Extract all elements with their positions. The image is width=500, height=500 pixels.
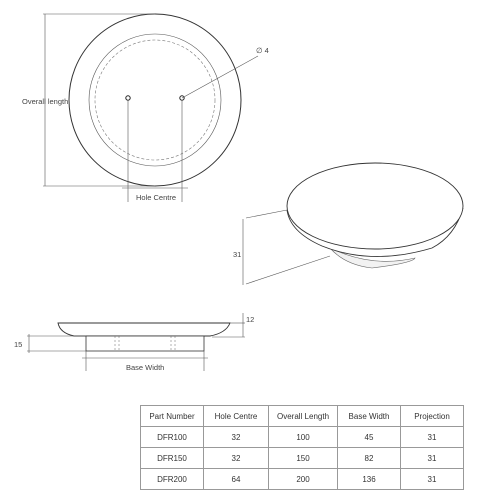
header-projection: Projection xyxy=(401,406,464,427)
top-view xyxy=(22,14,269,202)
cell-overall-length: 200 xyxy=(269,469,338,490)
hole-centre-label: Hole Centre xyxy=(136,193,177,202)
projection-ext-top xyxy=(246,210,287,218)
side-base xyxy=(86,336,204,351)
projection-label: 31 xyxy=(233,250,242,259)
cell-overall-length: 150 xyxy=(269,448,338,469)
cell-base-width: 82 xyxy=(338,448,401,469)
perspective-top-face xyxy=(287,163,463,249)
table-row xyxy=(141,448,464,469)
cell-base-width: 45 xyxy=(338,427,401,448)
header-part-number: Part Number xyxy=(141,406,204,427)
overall-length-label: Overall length xyxy=(22,97,69,106)
table-row xyxy=(141,427,464,448)
cell-part-number: DFR200 xyxy=(141,469,204,490)
cell-hole-centre: 32 xyxy=(204,427,269,448)
mounting-hole-left xyxy=(126,96,130,100)
cell-projection: 31 xyxy=(401,427,464,448)
cell-part-number: DFR150 xyxy=(141,448,204,469)
perspective-view xyxy=(233,163,463,285)
base-width-label: Base Width xyxy=(126,363,165,372)
header-hole-centre: Hole Centre xyxy=(204,406,269,427)
cell-hole-centre: 32 xyxy=(204,448,269,469)
cell-projection: 31 xyxy=(401,469,464,490)
cell-projection: 31 xyxy=(401,448,464,469)
header-overall-length: Overall Length xyxy=(269,406,338,427)
cell-part-number: DFR100 xyxy=(141,427,204,448)
cell-hole-centre: 64 xyxy=(204,469,269,490)
spec-table xyxy=(140,405,464,490)
projection-ext-bottom xyxy=(246,256,330,284)
total-height-label: 15 xyxy=(14,340,23,349)
header-base-width: Base Width xyxy=(338,406,401,427)
cell-overall-length: 100 xyxy=(269,427,338,448)
side-view xyxy=(14,313,254,372)
table-header-row xyxy=(141,406,464,427)
side-flange xyxy=(58,323,230,336)
flange-height-label: 12 xyxy=(246,315,255,324)
cell-base-width: 136 xyxy=(338,469,401,490)
hole-diameter-label: ∅ 4 xyxy=(256,46,269,55)
table-row xyxy=(141,469,464,490)
